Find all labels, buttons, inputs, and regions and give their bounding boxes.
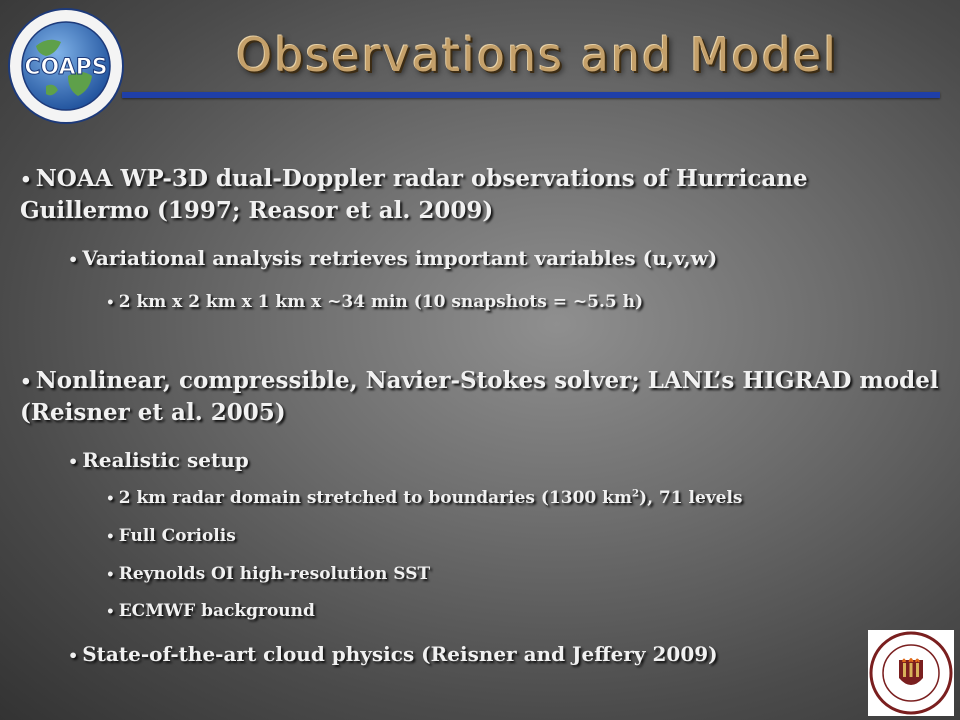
bullet-text: Variational analysis retrieves important variables (u,v,w)	[82, 246, 718, 270]
bullet-ecmwf-background	[106, 601, 946, 621]
fsu-seal-logo	[868, 630, 954, 716]
bullet-dot: •	[68, 452, 79, 471]
bullet-full-coriolis	[106, 526, 946, 546]
bullet-text: 2 km x 2 km x 1 km x ~34 min (10 snapshots = ~5.5 h)	[118, 292, 644, 312]
bullet-text: NOAA WP-3D dual-Doppler radar observations of Hurricane Guillermo (1997; Reasor et al. 2009)	[20, 165, 808, 224]
bullet-dot: •	[106, 604, 115, 620]
bullet-dot: •	[106, 567, 115, 583]
bullet-dot: •	[68, 250, 79, 269]
bullet-text: Full Coriolis	[118, 526, 236, 546]
bullet-dot: •	[68, 646, 79, 665]
bullet-variational-analysis	[68, 246, 928, 270]
coaps-logo-text: COAPS	[24, 55, 108, 80]
bullet-dot: •	[106, 529, 115, 545]
bullet-radar-observations	[20, 164, 940, 226]
bullet-text-end: ), 71 levels	[639, 488, 743, 508]
bullet-resolution	[106, 292, 946, 312]
bullet-dot: •	[20, 372, 32, 393]
bullet-dot: •	[106, 491, 115, 507]
superscript: 2	[631, 487, 640, 500]
bullet-higrad-model	[20, 366, 940, 428]
bullet-realistic-setup	[68, 448, 928, 472]
bullet-text: Realistic setup	[82, 448, 249, 472]
bullet-cloud-physics	[68, 642, 928, 666]
bullet-text: Reynolds OI high-resolution SST	[118, 564, 431, 584]
bullet-text: State-of-the-art cloud physics (Reisner and Jeffery 2009)	[82, 642, 718, 666]
bullet-text: ECMWF background	[118, 601, 315, 621]
bullet-radar-domain	[106, 488, 946, 508]
bullet-reynolds-sst	[106, 564, 946, 584]
page-title: Observations and Model	[236, 28, 838, 82]
bullet-dot: •	[20, 170, 32, 191]
bullet-text: 2 km radar domain stretched to boundaries (1300 km	[118, 488, 632, 508]
bullet-dot: •	[106, 295, 115, 311]
bullet-text: Nonlinear, compressible, Navier-Stokes solver; LANL’s HIGRAD model (Reisner et al. 2005)	[20, 367, 939, 426]
